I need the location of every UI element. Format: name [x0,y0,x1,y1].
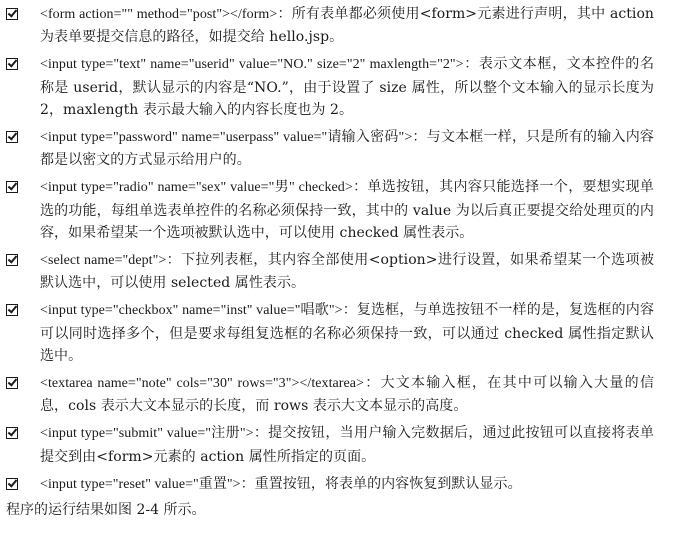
bullet-item-password-input [6,126,654,171]
checkbox-bullet-icon [6,304,18,316]
bullet-item-textarea [6,372,654,417]
bullet-item-radio-input [6,176,654,244]
bullet-item-text-input [6,53,654,121]
checkbox-bullet-icon [6,377,18,389]
code-snippet: <textarea name="note" cols="30" rows="3"></textarea> [40,376,364,392]
code-snippet: <select name="dept"> [40,253,167,269]
item-description: ：重置按钮，将表单的内容恢复到默认显示。 [240,475,522,492]
item-description: ：大文本输入框，在其中可以输入大量的信息，cols 表示大文本显示的长度，而 rows 表示大文本显示的高度。 [40,375,654,415]
item-description: ：下拉列表框，其内容全部使用<option>进行设置，如果希望某一个选项被默认选中，可以使用 selected 属性表示。 [40,252,655,292]
item-description: ：与文本框一样，只是所有的输入内容都是以密文的方式显示给用户的。 [40,129,654,169]
checkbox-bullet-icon [6,181,18,193]
code-snippet: <input type="radio" name="sex" value="男" checked> [40,180,353,196]
code-snippet: <input type="submit" value="注册"> [40,426,254,442]
item-description: ：表示文本框，文本控件的名称是 userid，默认显示的内容是“NO.”，由于设置了 size 属性，所以整个文本输入的显示长度为 2，maxlength 表示最大输入的内容长度也为 2。 [40,56,654,118]
item-description: ：单选按钮，其内容只能选择一个，要想实现单选的功能，每组单选表单控件的名称必须保持一致，其中的 value 为以后真正要提交给处理页的内容，如果希望某一个选项被默认选中，可以使用 checked 属性表示。 [40,179,654,241]
code-snippet: <input type="password" name="userpass" value="请输入密码"> [40,130,413,146]
code-snippet: <input type="text" name="userid" value="NO." size="2" maxlength="2"> [40,57,464,73]
bullet-item-select [6,249,654,294]
checkbox-bullet-icon [6,8,18,20]
checkbox-bullet-icon [6,58,18,70]
checkbox-bullet-icon [6,427,18,439]
bullet-item-form [6,3,654,48]
code-snippet: <input type="reset" value="重置"> [40,476,241,492]
checkbox-bullet-icon [6,478,18,490]
code-snippet: <input type="checkbox" name="inst" value="唱歌"> [40,303,343,319]
bullet-item-submit-input [6,422,654,467]
closing-sentence: 程序的运行结果如图 2-4 所示。 [6,502,206,519]
bullet-item-reset-input [6,473,654,496]
item-description: ：所有表单都必须使用<form>元素进行声明，其中 action 为表单要提交信息的路径，如提交给 hello.jsp。 [40,6,655,46]
item-description: ：提交按钮，当用户输入完数据后，通过此按钮可以直接将表单提交到由<form>元素的 action 属性所指定的页面。 [40,425,654,465]
checkbox-bullet-icon [6,131,18,143]
item-description: ：复选框，与单选按钮不一样的是，复选框的内容可以同时选择多个，但是要求每组复选框的名称必须保持一致，可以通过 checked 属性指定默认选中。 [40,302,655,364]
bullet-item-checkbox-input [6,299,654,367]
checkbox-bullet-icon [6,254,18,266]
code-snippet: <form action="" method="post"></form> [40,7,278,22]
